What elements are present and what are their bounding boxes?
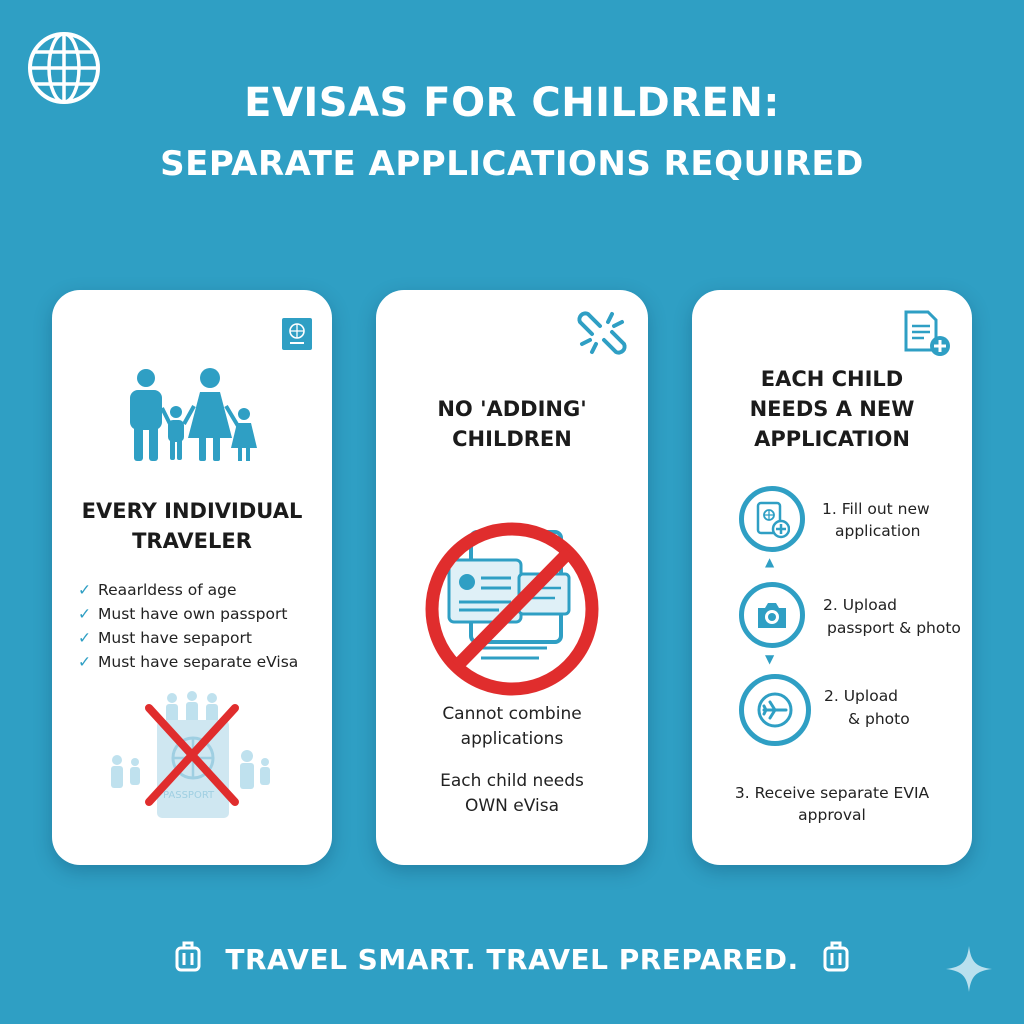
step-3-line2: & photo [848,710,910,728]
step-2-circle [739,582,805,648]
page-title: EVISAS FOR CHILDREN: [244,80,780,126]
document-add-icon [902,310,952,358]
card-heading: EACH CHILD NEEDS A NEW APPLICATION [749,367,915,451]
step-2-line1: 2. Upload [823,596,898,614]
requirements-list [78,578,298,674]
combine-note-line1: Cannot combine [442,704,582,724]
page-subtitle: SEPARATE APPLICATIONS REQUIRED [160,144,864,184]
list-item: ✓ Must have sepaport [78,629,252,647]
own-evisa-note-line2: OWN eVisa [464,796,560,816]
step-1-circle [739,486,805,552]
camera-icon [756,600,788,630]
list-item: ✓ Must have separate eVisa [78,653,299,671]
passport-icon [282,318,312,350]
step-1-line2: application [835,522,921,540]
check-icon: ✓ [78,605,91,623]
crossed-passport-illustration [107,690,277,820]
check-icon: ✓ [78,581,91,599]
card-heading: NO 'ADDING' CHILDREN [437,397,587,451]
step-3-line1: 2. Upload [824,687,899,705]
check-icon: ✓ [78,629,91,647]
passport-label: PASSPORT [163,790,215,801]
list-item: ✓ Must have own passport [78,605,288,623]
arrow-down-icon: ▼ [765,652,775,666]
card-new-application [692,290,972,865]
step-2-line2: passport & photo [827,619,961,637]
suitcase-icon [173,940,203,979]
card-every-traveler [52,290,332,865]
sparkle-icon [944,944,994,994]
family-icon [124,368,260,463]
footer-tagline [0,940,1024,979]
airplane-icon [757,692,793,728]
card-no-adding [376,290,648,865]
card-heading: EVERY INDIVIDUAL TRAVELER [81,499,303,553]
final-step-line1: 3. Receive separate EVIA [734,784,930,802]
list-item: ✓ Reaarldess of age [78,581,237,599]
final-step-line2: approval [798,806,866,824]
combine-note-line2: applications [460,729,564,749]
passport-add-icon [756,501,790,539]
arrow-up-icon: ▲ [765,555,775,569]
step-3-circle [739,674,811,746]
own-evisa-note-line1: Each child needs [440,771,584,791]
prohibited-documents-icon [419,516,605,702]
footer-text: TRAVEL SMART. TRAVEL PREPARED. [225,943,799,976]
broken-link-icon [576,310,628,356]
check-icon: ✓ [78,653,91,671]
step-1-line1: 1. Fill out new [822,500,930,518]
suitcase-icon [821,940,851,979]
